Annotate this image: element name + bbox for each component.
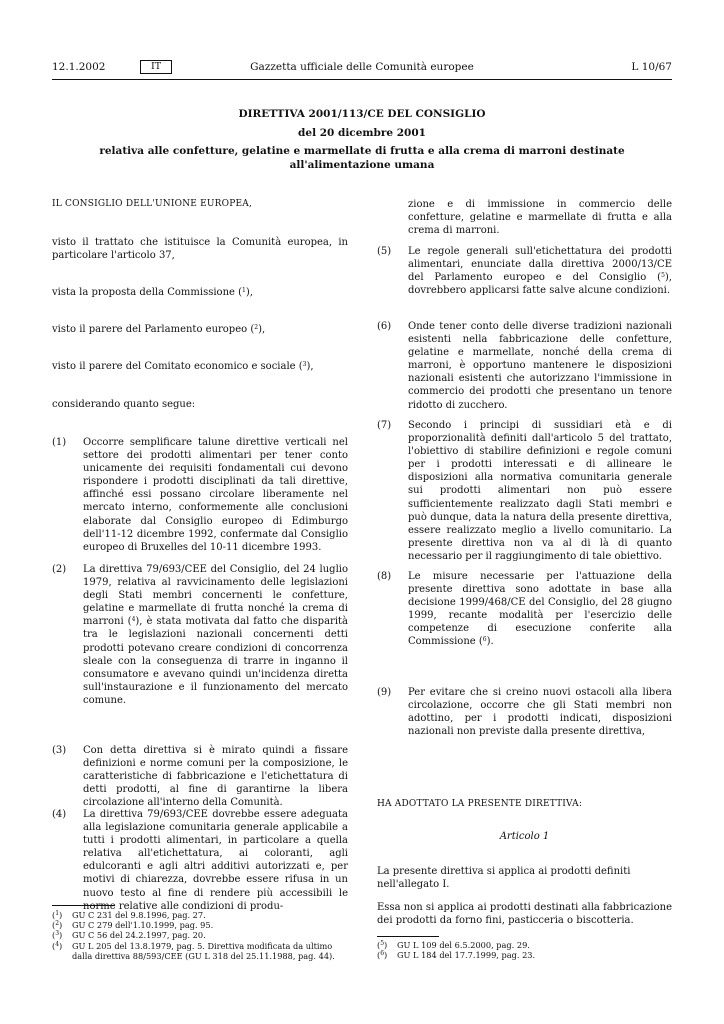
- recital-number: (6): [377, 321, 392, 332]
- recital-number: (7): [377, 420, 392, 431]
- citation-parliament: visto il parere del Parlamento europeo ($^2$),: [52, 324, 266, 335]
- footnote-item: ($^4$) GU L 205 del 13.8.1979, pag. 5. Direttiva modificata da ultimo dalla direttiva 88/593/CEE (GU L 318 del 25.11.1988, pag. 44).: [52, 940, 335, 961]
- recital-5: [377, 245, 672, 297]
- article-1-paragraph-2: Essa non si applica ai prodotti destinati alla fabbricazione dei prodotti da forno fini, pasticceria o biscotteria.: [377, 902, 672, 927]
- page-reference: L 10/67: [631, 61, 672, 73]
- footnote-ref: 4: [131, 616, 136, 624]
- recital-text: La direttiva 79/693/CEE del Consiglio, del 24 luglio 1979, relativa al ravvicinamento delle legislazioni degli Stati membri concernenti le confetture, gelatine e marmellate di frutta nonché la crema di marroni ($^4$), è stata motivata dal fatto che disparità tra le legislazioni nazionali concernenti detti prodotti potevano creare condizioni di concorrenza sleale con la conseguenza di trarre in inganno il consumatore e avevano quindi un'incidenza diretta sull'instaurazione e il funzionamento del mercato comune.: [83, 564, 348, 706]
- considerando-intro: considerando quanto segue:: [52, 399, 196, 410]
- council-heading: IL CONSIGLIO DELL'UNIONE EUROPEA,: [52, 199, 253, 209]
- recital-text: Con detta direttiva si è mirato quindi a fissare definizioni e norme comuni per la composizione, le caratteristiche di fabbricazione e l'etichettatura di detti prodotti, al fine di garantirne la libera circolazione all'interno della Comunità.: [83, 745, 348, 809]
- recital-6: [377, 320, 672, 412]
- footnote-item: ($^1$) GU C 231 del 9.8.1996, pag. 27.: [52, 910, 206, 920]
- directive-title: [52, 108, 672, 172]
- recital-8: [377, 570, 672, 649]
- recital-number: (9): [377, 687, 392, 698]
- recital-7: [377, 419, 672, 563]
- recital-text: Occorre semplificare talune direttive verticali nel settore dei prodotti alimentari per tener conto unicamente dei requisiti fondamentali cui devono rispondere i prodotti disciplinati da tali direttive, affinché essi possano circolare liberamente nel mercato interno, conformemente alle conclusioni elaborate dal Consiglio europeo di Edimburgo dell'11-12 dicembre 1992, confermate dal Consiglio europeo di Bruxelles del 10-11 dicembre 1993.: [83, 437, 348, 553]
- recital-text: Per evitare che si creino nuovi ostacoli alla libera circolazione, occorre che gli Stati membri non adottino, per i prodotti indicati, disposizioni nazionali non previste dalla presente direttiva,: [408, 687, 672, 738]
- footnotes-left: [52, 910, 348, 961]
- recital-1: [52, 436, 348, 554]
- title-line-3: relativa alle confetture, gelatine e marmellate di frutta e alla crema di marroni destinate all'alimentazione umana: [99, 145, 625, 171]
- recital-2: [52, 563, 348, 707]
- recital-text: Onde tener conto delle diverse tradizioni nazionali esistenti nella fabbricazione delle confetture, gelatine e marmellate, nonché della crema di marroni, è opportuno mantenere le disposizioni nazionali esistenti che autorizzano l'immissione in commercio dei prodotti che presentano un tenore ridotto di zucchero.: [408, 321, 672, 411]
- footnote-rule-right: [377, 936, 439, 937]
- title-line-2: del 20 dicembre 2001: [298, 126, 426, 139]
- footnotes-right: [377, 940, 672, 960]
- citation-committee: visto il parere del Comitato economico e sociale ($^3$),: [52, 361, 314, 372]
- recital-text: Le misure necessarie per l'attuazione della presente direttiva sono adottate in base alla decisione 1999/468/CE del Consiglio, del 28 giugno 1999, recante modalità per l'esercizio delle competenze di esecuzione conferite alla Commissione ($^6$).: [408, 571, 672, 648]
- recital-4-continued: zione e di immissione in commercio delle confetture, gelatine e marmellate di frutta e alla crema di marroni.: [408, 199, 672, 237]
- footnote-rule-left: [52, 905, 114, 906]
- citation-proposal: vista la proposta della Commissione ($^1$),: [52, 287, 253, 298]
- footnote-item: ($^3$) GU C 56 del 24.2.1997, pag. 20.: [52, 930, 206, 941]
- recital-text: Le regole generali sull'etichettatura dei prodotti alimentari, enunciate dalla direttiva 2000/13/CE del Parlamento europeo e del Consiglio ($^5$), dovrebbero applicarsi fatte salve alcune condizioni.: [408, 246, 672, 297]
- gazette-title: Gazzetta ufficiale delle Comunità europee: [250, 61, 474, 73]
- recital-number: (1): [52, 437, 67, 448]
- footnote-ref: 3: [302, 361, 307, 368]
- title-line-1: DIRETTIVA 2001/113/CE DEL CONSIGLIO: [238, 108, 486, 120]
- language-box: IT: [140, 60, 172, 74]
- footnote-item: ($^2$) GU C 279 dell'1.10.1999, pag. 95.: [52, 920, 214, 931]
- recital-number: (4): [52, 809, 67, 820]
- article-1-paragraph-1: La presente direttiva si applica ai prodotti definiti nell'allegato I.: [377, 866, 631, 891]
- recital-number: (5): [377, 246, 392, 257]
- footnote-item: ($^6$) GU L 184 del 17.7.1999, pag. 23.: [377, 950, 536, 961]
- recital-text: Secondo i principi di sussidiari età e di proporzionalità definiti dall'articolo 5 del trattato, l'obiettivo di stabilire definizioni e regole comuni per i prodotti interessati e di allineare le disposizioni alla normativa comunitaria generale sui prodotti alimentari non può essere sufficientemente realizzato dagli Stati membri e può dunque, data la natura della presente direttiva, essere realizzato meglio a livello comunitario. La presente direttiva non va al di là di quanto necessario per il raggiungimento di tale obiettivo.: [408, 420, 672, 562]
- footnote-ref: 6: [482, 636, 487, 644]
- page-header: [52, 60, 672, 76]
- recital-4: [52, 808, 348, 913]
- citation-treaty: visto il trattato che istituisce la Comunità europea, in particolare l'articolo 37,: [52, 237, 348, 262]
- recital-number: (2): [52, 564, 67, 575]
- adoption-statement: HA ADOTTATO LA PRESENTE DIRETTIVA:: [377, 799, 583, 809]
- footnote-item: ($^5$) GU L 109 del 6.5.2000, pag. 29.: [377, 940, 530, 950]
- recital-9: [377, 686, 672, 738]
- footnote-ref: 2: [254, 324, 259, 331]
- footnote-ref: 5: [661, 272, 665, 280]
- header-rule: [52, 79, 672, 80]
- recital-3: [52, 744, 348, 809]
- issue-date: 12.1.2002: [52, 61, 106, 73]
- footnote-ref: 1: [242, 287, 246, 294]
- recital-text: La direttiva 79/693/CEE dovrebbe essere adeguata alla legislazione comunitaria generale applicabile a tutti i prodotti alimentari, in particolare a quella relativa all'etichettatura, ai coloranti, agli edulcoranti e agli altri additivi autorizzati e, per motivi di chiarezza, dovrebbe essere rifusa in un nuovo testo al fine di rendere più accessibili le norme relative alle condizioni di produ-: [83, 809, 348, 912]
- article-1-heading: Articolo 1: [499, 831, 550, 842]
- recital-number: (8): [377, 571, 392, 582]
- recital-number: (3): [52, 745, 67, 756]
